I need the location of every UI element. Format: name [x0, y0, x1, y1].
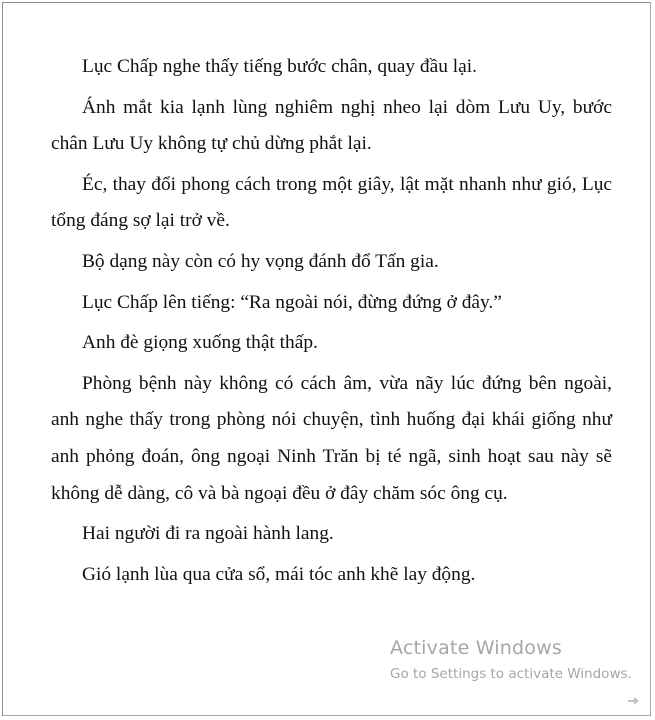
- resize-corner-icon[interactable]: [627, 693, 641, 705]
- paragraph: Ánh mắt kia lạnh lùng nghiêm nghị nheo lại dòm Lưu Uy, bước chân Lưu Uy không tự chủ dừng phắt lại.: [51, 96, 612, 155]
- paragraph: Phòng bệnh này không có cách âm, vừa nãy lúc đứng bên ngoài, anh nghe thấy trong phòng nói chuyện, tình huống đại khái giống như anh phỏng đoán, ông ngoại Ninh Trăn bị té ngã, sinh hoạt sau này sẽ không dễ dàng, cô và bà ngoại đều ở đây chăm sóc ông cụ.: [51, 372, 612, 504]
- paragraph: Lục Chấp lên tiếng: “Ra ngoài nói, đừng đứng ở đây.”: [82, 291, 502, 313]
- document-page: [2, 2, 651, 716]
- paragraph: Hai người đi ra ngoài hành lang.: [82, 523, 334, 545]
- watermark-title: Activate Windows: [390, 637, 562, 659]
- paragraph: Lục Chấp nghe thấy tiếng bước chân, quay đầu lại.: [82, 56, 477, 77]
- document-body: [51, 49, 612, 593]
- watermark-subtitle: Go to Settings to activate Windows.: [390, 666, 632, 682]
- paragraph: Anh đè giọng xuống thật thấp.: [82, 332, 318, 354]
- paragraph: Bộ dạng này còn có hy vọng đánh đổ Tấn gia.: [82, 250, 439, 272]
- activate-windows-watermark: [390, 636, 632, 684]
- paragraph: Gió lạnh lùa qua cửa sổ, mái tóc anh khẽ lay động.: [82, 563, 476, 585]
- paragraph: Éc, thay đổi phong cách trong một giây, lật mặt nhanh như gió, Lục tổng đáng sợ lại trở về.: [51, 173, 612, 232]
